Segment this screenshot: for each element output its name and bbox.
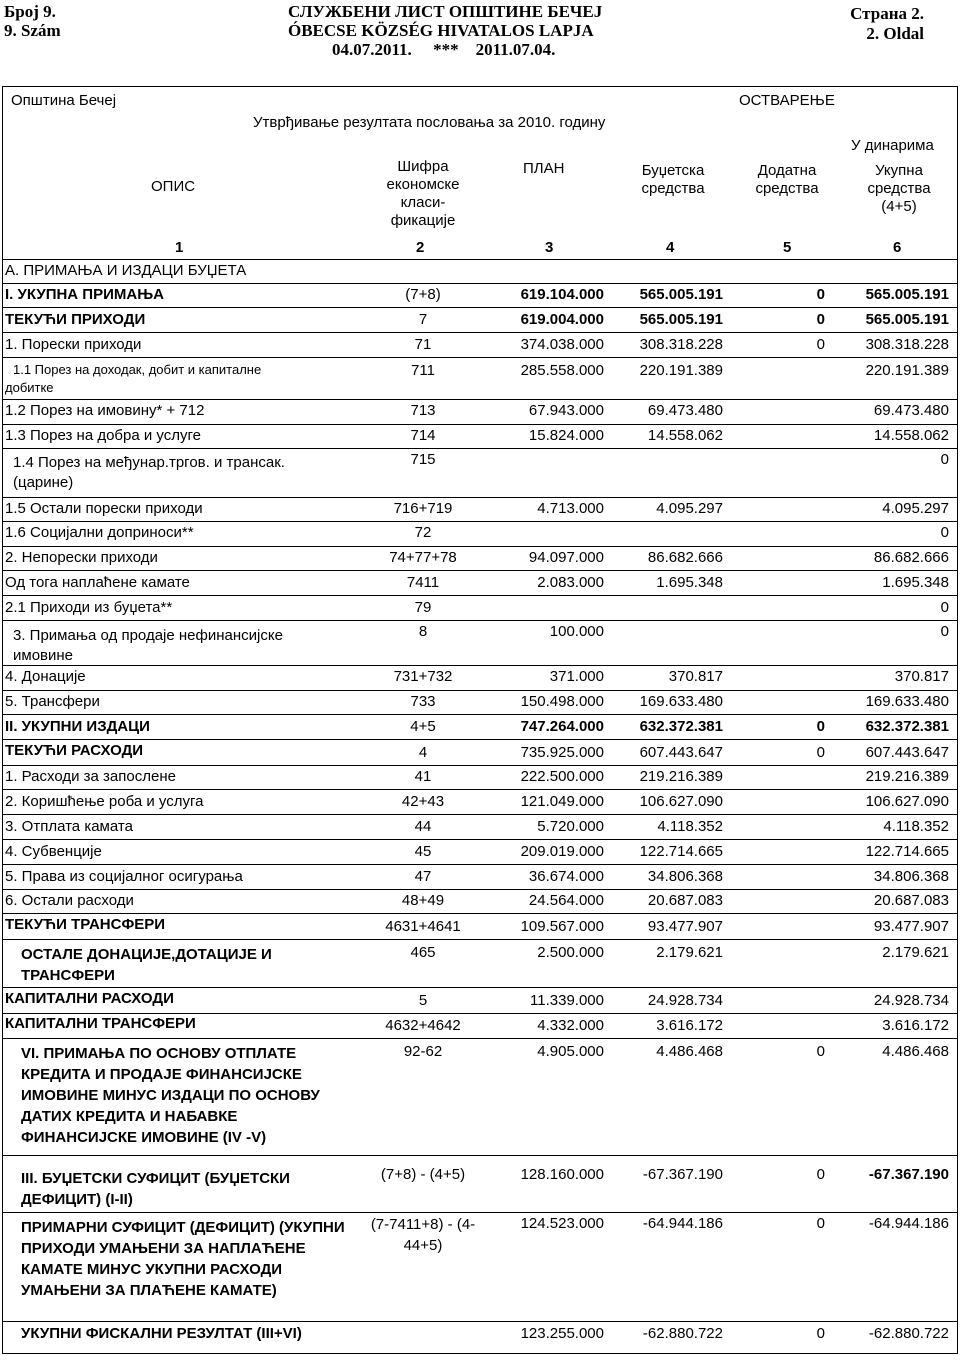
row-budget: -67.367.190 xyxy=(642,1166,723,1183)
row-code: 42+43 xyxy=(401,793,445,810)
issue-number-sr: Број 9. xyxy=(4,2,56,21)
row-budget: 2.179.621 xyxy=(656,944,723,961)
row-description: 1. Порески приходи xyxy=(5,336,142,353)
row-code: 4 xyxy=(418,744,428,761)
row-description-cont: добитке xyxy=(5,380,54,395)
col-header-budget xyxy=(623,162,723,198)
col-header-total-line: средства xyxy=(867,180,931,197)
row-description: КАПИТАЛНИ ТРАНСФЕРИ xyxy=(5,1015,196,1032)
row-total: -62.880.722 xyxy=(868,1325,949,1342)
row-budget: 565.005.191 xyxy=(639,311,723,328)
row-total: 86.682.666 xyxy=(873,549,949,566)
row-divider xyxy=(3,546,957,547)
col-header-total xyxy=(849,162,949,216)
row-plan: 2.083.000 xyxy=(537,574,604,591)
row-description: 2.1 Приходи из буџета** xyxy=(5,599,173,616)
row-total: 607.443.647 xyxy=(865,744,949,761)
row-divider xyxy=(3,690,957,691)
row-plan: 15.824.000 xyxy=(528,427,604,444)
row-description: 1.3 Порез на добра и услуге xyxy=(5,427,201,444)
table-title: Утврђивање резултата пословања за 2010. годину xyxy=(253,114,606,131)
row-plan: 4.332.000 xyxy=(537,1017,604,1034)
row-budget: 565.005.191 xyxy=(639,286,723,303)
row-divider xyxy=(3,259,957,260)
row-divider xyxy=(3,765,957,766)
row-divider xyxy=(3,913,957,914)
row-code: 44 xyxy=(414,818,432,835)
col-header-code-line: Шифра xyxy=(397,158,449,175)
row-divider xyxy=(3,399,957,400)
row-code: 715 xyxy=(410,451,436,468)
page-number-sr: Страна 2. xyxy=(850,4,924,23)
row-code: 71 xyxy=(414,336,432,353)
row-total: 4.486.468 xyxy=(882,1043,949,1060)
row-plan: 735.925.000 xyxy=(520,744,604,761)
row-description: 2. Непорески приходи xyxy=(5,549,158,566)
row-budget: 3.616.172 xyxy=(656,1017,723,1034)
row-total: 1.695.348 xyxy=(882,574,949,591)
col-header-budget-line: Буџетска xyxy=(641,162,705,179)
row-budget: 106.627.090 xyxy=(639,793,723,810)
row-code: 8 xyxy=(418,623,428,640)
row-total: 69.473.480 xyxy=(873,402,949,419)
row-total: 0 xyxy=(940,524,949,541)
row-plan: 100.000 xyxy=(549,623,604,640)
row-plan: 2.500.000 xyxy=(537,944,604,961)
row-budget: 4.095.297 xyxy=(656,500,723,517)
row-extra: 0 xyxy=(816,1215,825,1232)
col-header-code-line: класи- xyxy=(400,194,446,211)
row-divider xyxy=(3,1212,957,1213)
row-divider xyxy=(3,889,957,890)
row-description: А. ПРИМАЊА И ИЗДАЦИ БУЏЕТА xyxy=(5,262,247,279)
row-plan: 747.264.000 xyxy=(520,718,604,735)
row-total: 4.095.297 xyxy=(882,500,949,517)
col-header-code xyxy=(359,158,487,230)
currency-label: У динарима xyxy=(851,137,934,154)
row-budget: 14.558.062 xyxy=(647,427,723,444)
results-table xyxy=(2,86,958,1354)
row-divider xyxy=(3,595,957,596)
row-budget: 220.191.389 xyxy=(639,362,723,379)
row-description: ТЕКУЋИ ПРИХОДИ xyxy=(5,311,146,328)
row-divider xyxy=(3,424,957,425)
gazette-title xyxy=(288,2,602,59)
row-total: 4.118.352 xyxy=(883,818,949,835)
row-plan: 67.943.000 xyxy=(528,402,604,419)
row-total: 0 xyxy=(940,599,949,616)
col-number: 5 xyxy=(783,239,792,256)
row-plan: 285.558.000 xyxy=(520,362,604,379)
col-header-desc: ОПИС xyxy=(151,178,196,195)
row-budget: 20.687.083 xyxy=(647,892,723,909)
date-hu: 2011.07.04. xyxy=(475,40,556,59)
row-budget: 34.806.368 xyxy=(647,868,723,885)
row-total: 0 xyxy=(940,623,949,640)
row-divider xyxy=(3,814,957,815)
row-description: КАПИТАЛНИ РАСХОДИ xyxy=(5,990,174,1007)
row-code: 48+49 xyxy=(401,892,445,909)
row-divider xyxy=(3,357,957,358)
row-description: 4. Субвенције xyxy=(5,843,102,860)
row-plan: 36.674.000 xyxy=(528,868,604,885)
col-header-extra xyxy=(737,162,837,198)
row-plan: 128.160.000 xyxy=(520,1166,604,1183)
row-budget: 122.714.665 xyxy=(639,843,723,860)
row-description: 5. Трансфери xyxy=(5,693,100,710)
row-description: VI. ПРИМАЊА ПО ОСНОВУ ОТПЛАТЕ КРЕДИТА И ПРОДАЈЕ ФИНАНСИЈСКЕ ИМОВИНЕ МИНУС ИЗДАЦИ ПО ОСНОВУ ДАТИХ КРЕДИТА И НАБАВКЕ ФИНАНСИЈСКЕ ИМОВИНЕ (IV -V) xyxy=(21,1045,320,1146)
col-header-code-line: фикације xyxy=(390,212,456,229)
col-header-plan: ПЛАН xyxy=(523,160,565,177)
row-description: I. УКУПНА ПРИМАЊА xyxy=(5,286,164,303)
col-number: 4 xyxy=(666,239,675,256)
row-divider xyxy=(3,665,957,666)
row-total: 169.633.480 xyxy=(865,693,949,710)
row-plan: 5.720.000 xyxy=(537,818,604,835)
col-number: 3 xyxy=(545,239,554,256)
row-code: 41 xyxy=(414,768,432,785)
row-code: 716+719 xyxy=(393,500,453,517)
row-extra: 0 xyxy=(816,1043,825,1060)
row-code: 4632+4642 xyxy=(385,1017,461,1034)
row-total: 565.005.191 xyxy=(865,311,949,328)
row-description: III. БУЏЕТСКИ СУФИЦИТ (БУЏЕТСКИ ДЕФИЦИТ) (I-II) xyxy=(21,1170,290,1208)
row-extra: 0 xyxy=(816,286,825,303)
row-plan: 4.905.000 xyxy=(537,1043,604,1060)
page-header xyxy=(0,0,960,62)
row-description: 1. Расходи за запослене xyxy=(5,768,176,785)
row-divider xyxy=(3,332,957,333)
row-extra: 0 xyxy=(816,336,825,353)
row-divider xyxy=(3,839,957,840)
row-description: ОСТАЛЕ ДОНАЦИЈЕ,ДОТАЦИЈЕ И xyxy=(21,946,272,963)
row-description: 6. Остали расходи xyxy=(5,892,134,909)
col-header-budget-line: средства xyxy=(641,180,705,197)
row-description: 1.4 Порез на међунар.тргов. и трансак. xyxy=(13,454,285,471)
row-divider xyxy=(3,497,957,498)
row-plan: 109.567.000 xyxy=(520,918,604,935)
row-divider xyxy=(3,521,957,522)
row-description: ПРИМАРНИ СУФИЦИТ (ДЕФИЦИТ) (УКУПНИ ПРИХОДИ УМАЊЕНИ ЗА НАПЛАЋЕНЕ КАМАТЕ МИНУС УКУПНИ РАСХОДИ УМАЊЕНИ ЗА ПЛАЋЕНЕ КАМАТЕ) xyxy=(21,1219,345,1299)
gazette-title-hu: ÓBECSE KÖZSÉG HIVATALOS LAPJA xyxy=(288,21,594,40)
row-total: 370.817 xyxy=(894,668,949,685)
row-description-cont: (царине) xyxy=(13,474,74,491)
date-separator: *** xyxy=(433,40,459,59)
row-plan: 619.004.000 xyxy=(520,311,604,328)
row-code: 47 xyxy=(414,868,432,885)
row-plan: 619.104.000 xyxy=(520,286,604,303)
issue-number xyxy=(4,2,61,40)
row-budget: 86.682.666 xyxy=(647,549,723,566)
col-header-total-line: Укупна xyxy=(875,162,923,179)
row-code: 5 xyxy=(418,992,428,1009)
row-total: 219.216.389 xyxy=(865,768,949,785)
row-code: 713 xyxy=(410,402,436,419)
row-plan: 150.498.000 xyxy=(520,693,604,710)
row-code: (7-7411+8) - (4-44+5) xyxy=(370,1216,476,1254)
row-description: 2. Коришћење роба и услуга xyxy=(5,793,204,810)
row-budget: 632.372.381 xyxy=(639,718,723,735)
row-code: 92-62 xyxy=(403,1043,443,1060)
row-budget: 4.118.352 xyxy=(657,818,723,835)
issue-number-hu: 9. Szám xyxy=(4,21,61,40)
row-budget: 219.216.389 xyxy=(639,768,723,785)
row-budget: 370.817 xyxy=(668,668,723,685)
row-total: 122.714.665 xyxy=(865,843,949,860)
row-divider xyxy=(3,620,957,621)
row-divider xyxy=(3,987,957,988)
row-code: 7411 xyxy=(406,574,440,591)
row-total: 24.928.734 xyxy=(873,992,949,1009)
row-budget: 69.473.480 xyxy=(647,402,723,419)
row-code: 711 xyxy=(411,362,435,379)
municipality-label: Општина Бечеј xyxy=(11,92,117,109)
col-number: 1 xyxy=(175,239,184,256)
row-code: (7+8) - (4+5) xyxy=(380,1166,466,1183)
row-divider xyxy=(3,570,957,571)
col-header-extra-line: Додатна xyxy=(757,162,817,179)
row-code: 4631+4641 xyxy=(385,918,461,935)
row-total: 3.616.172 xyxy=(882,1017,949,1034)
row-description-cont: ТРАНСФЕРИ xyxy=(21,967,115,984)
row-code: 733 xyxy=(410,693,436,710)
row-code: 79 xyxy=(414,599,432,616)
row-extra: 0 xyxy=(816,718,825,735)
row-divider xyxy=(3,307,957,308)
col-header-code-line: економске xyxy=(386,176,460,193)
row-description: 1.6 Социјални доприноси** xyxy=(5,524,194,541)
row-description: УКУПНИ ФИСКАЛНИ РЕЗУЛТАТ (III+VI) xyxy=(21,1325,302,1342)
row-code: 714 xyxy=(410,427,436,444)
row-extra: 0 xyxy=(816,1166,825,1183)
row-divider xyxy=(3,864,957,865)
row-divider xyxy=(3,1321,957,1322)
row-plan: 24.564.000 xyxy=(528,892,604,909)
row-plan: 222.500.000 xyxy=(520,768,604,785)
row-budget: 169.633.480 xyxy=(639,693,723,710)
page-number xyxy=(850,4,924,44)
col-number: 6 xyxy=(893,239,902,256)
realization-label: ОСТВАРЕЊЕ xyxy=(739,92,835,109)
row-description: Од тога наплаћене камате xyxy=(5,574,190,591)
row-plan: 123.255.000 xyxy=(520,1325,604,1342)
row-plan: 374.038.000 xyxy=(520,336,604,353)
row-plan: 4.713.000 xyxy=(537,500,604,517)
row-total: 0 xyxy=(940,451,949,468)
row-total: 20.687.083 xyxy=(873,892,949,909)
row-budget: 24.928.734 xyxy=(647,992,723,1009)
gazette-title-sr: СЛУЖБЕНИ ЛИСТ ОПШТИНЕ БЕЧЕЈ xyxy=(288,2,603,21)
date-sr: 04.07.2011. xyxy=(332,40,412,59)
row-description-cont: имовине xyxy=(13,647,74,664)
page-number-hu: 2. Oldal xyxy=(866,24,924,43)
row-divider xyxy=(3,739,957,740)
row-divider xyxy=(3,789,957,790)
row-divider xyxy=(3,714,957,715)
col-header-total-line: (4+5) xyxy=(881,198,917,215)
row-plan: 371.000 xyxy=(549,668,604,685)
row-description: 4. Донације xyxy=(5,668,86,685)
row-budget: 93.477.907 xyxy=(647,918,723,935)
row-total: 34.806.368 xyxy=(873,868,949,885)
row-total: 565.005.191 xyxy=(865,286,949,303)
row-total: -67.367.190 xyxy=(868,1166,949,1183)
row-plan: 94.097.000 xyxy=(528,549,604,566)
row-description: II. УКУПНИ ИЗДАЦИ xyxy=(5,718,150,735)
row-total: 2.179.621 xyxy=(882,944,949,961)
col-number: 2 xyxy=(416,239,425,256)
row-divider xyxy=(3,283,957,284)
row-description: 3. Отплата камата xyxy=(5,818,133,835)
row-budget: 1.695.348 xyxy=(656,574,723,591)
row-plan: 121.049.000 xyxy=(520,793,604,810)
row-divider xyxy=(3,939,957,940)
row-divider xyxy=(3,1038,957,1039)
row-total: 220.191.389 xyxy=(865,362,949,379)
row-plan: 209.019.000 xyxy=(520,843,604,860)
row-code: 465 xyxy=(410,944,436,961)
row-budget: 4.486.468 xyxy=(656,1043,723,1060)
row-description: ТЕКУЋИ ТРАНСФЕРИ xyxy=(5,916,166,933)
row-total: 632.372.381 xyxy=(865,718,949,735)
row-code: 4+5 xyxy=(410,718,436,735)
col-header-extra-line: средства xyxy=(755,180,819,197)
row-plan: 124.523.000 xyxy=(520,1215,604,1232)
row-budget: -64.944.186 xyxy=(642,1215,723,1232)
row-description: 5. Права из социјалног осигурања xyxy=(5,868,243,885)
row-code: 731+732 xyxy=(393,668,453,685)
row-extra: 0 xyxy=(816,1325,825,1342)
row-divider xyxy=(3,1155,957,1156)
row-code: 7 xyxy=(418,311,428,328)
row-total: 93.477.907 xyxy=(873,918,949,935)
gazette-date xyxy=(288,40,602,59)
row-budget: 308.318.228 xyxy=(639,336,723,353)
row-budget: 607.443.647 xyxy=(639,744,723,761)
row-divider xyxy=(3,448,957,449)
row-description: 1.2 Порез на имовину* + 712 xyxy=(5,402,205,419)
row-code: 45 xyxy=(414,843,432,860)
row-extra: 0 xyxy=(816,311,825,328)
row-total: 106.627.090 xyxy=(865,793,949,810)
row-total: 14.558.062 xyxy=(873,427,949,444)
row-code: (7+8) xyxy=(405,286,441,303)
row-description: 1.1 Порез на доходак, добит и капиталне xyxy=(13,362,262,377)
row-description: 3. Примања од продаје нефинансијске xyxy=(13,627,283,644)
row-extra: 0 xyxy=(816,744,825,761)
row-description: 1.5 Остали порески приходи xyxy=(5,500,203,517)
row-total: 308.318.228 xyxy=(865,336,949,353)
row-code: 72 xyxy=(414,524,432,541)
row-description: ТЕКУЋИ РАСХОДИ xyxy=(5,742,144,759)
row-code: 74+77+78 xyxy=(389,549,457,566)
row-plan: 11.339.000 xyxy=(530,992,604,1009)
row-budget: -62.880.722 xyxy=(642,1325,723,1342)
row-total: -64.944.186 xyxy=(868,1215,949,1232)
